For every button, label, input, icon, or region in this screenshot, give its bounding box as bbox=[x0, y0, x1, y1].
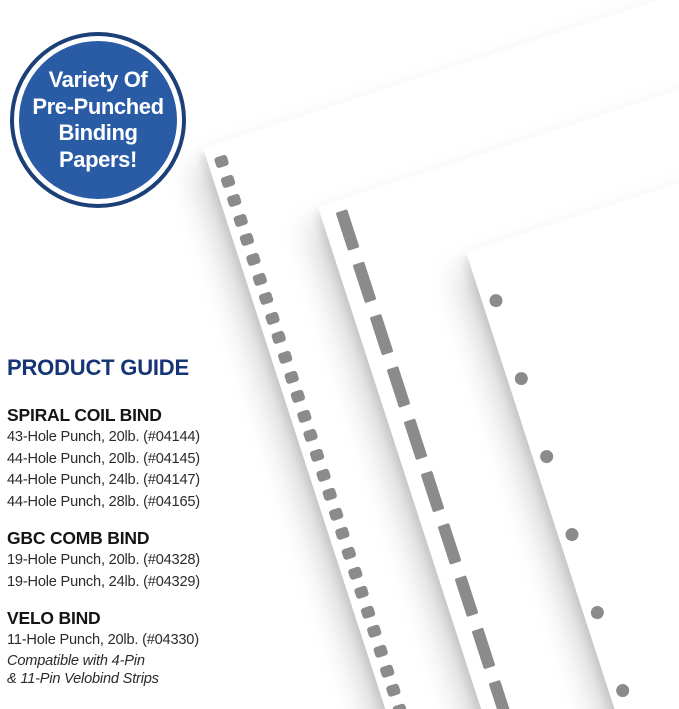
spiral-coil-punch-hole bbox=[252, 272, 268, 286]
section-items bbox=[7, 550, 237, 593]
guide-section-velo-bind bbox=[7, 608, 237, 689]
spiral-coil-punch-hole bbox=[316, 468, 332, 482]
spiral-coil-punch-hole bbox=[341, 546, 357, 560]
spiral-coil-punch-hole bbox=[360, 605, 376, 619]
spiral-coil-punch-hole bbox=[309, 448, 325, 462]
comb-punch-hole bbox=[421, 471, 445, 513]
guide-section-gbc-comb-bind bbox=[7, 528, 237, 593]
spiral-coil-punch-hole bbox=[328, 507, 344, 521]
section-notes bbox=[7, 652, 237, 689]
badge-line-3: Binding bbox=[58, 120, 138, 145]
comb-punch-hole bbox=[455, 575, 479, 617]
section-heading: VELO BIND bbox=[7, 608, 101, 628]
item-line: 19-Hole Punch, 24lb. (#04329) bbox=[7, 573, 200, 590]
spiral-coil-punch-hole bbox=[246, 252, 262, 266]
comb-punch-hole bbox=[438, 523, 462, 565]
item-line: 43-Hole Punch, 20lb. (#04144) bbox=[7, 429, 200, 445]
note-line: & 11-Pin Velobind Strips bbox=[7, 671, 159, 687]
spiral-coil-punch-hole bbox=[366, 624, 382, 638]
spiral-coil-punch-hole bbox=[303, 428, 319, 442]
spiral-coil-punch-hole bbox=[386, 683, 402, 697]
spiral-coil-punch-hole bbox=[354, 585, 370, 599]
comb-punch-hole bbox=[404, 418, 428, 460]
spiral-coil-punch-hole bbox=[373, 644, 389, 658]
item-line: 44-Hole Punch, 24lb. (#04147) bbox=[7, 472, 200, 488]
badge-line-2: Pre-Punched bbox=[32, 93, 164, 119]
velo-punch-hole bbox=[488, 292, 504, 308]
spiral-coil-punch-hole bbox=[322, 487, 338, 501]
comb-punch-hole bbox=[353, 261, 377, 303]
spiral-coil-punch-hole bbox=[335, 526, 351, 540]
guide-section-spiral-coil-bind bbox=[7, 405, 237, 513]
comb-punch-hole bbox=[387, 366, 411, 408]
spiral-coil-punch-hole bbox=[233, 213, 249, 227]
section-items bbox=[7, 427, 237, 513]
badge-line-4: Papers! bbox=[59, 146, 137, 172]
velo-punch-hole bbox=[538, 448, 554, 464]
velo-punch-hole bbox=[564, 526, 580, 542]
badge-line-1: Variety Of bbox=[48, 67, 148, 92]
comb-punch-hole bbox=[336, 209, 360, 251]
note-line: Compatible with 4-Pin bbox=[7, 652, 145, 669]
item-line: 44-Hole Punch, 28lb. (#04165) bbox=[7, 493, 200, 510]
velo-punch-hole bbox=[513, 370, 529, 386]
velo-punch-hole bbox=[614, 682, 630, 698]
item-line: 19-Hole Punch, 20lb. (#04328) bbox=[7, 552, 200, 568]
section-items bbox=[7, 630, 237, 689]
comb-punch-hole bbox=[370, 314, 394, 356]
product-guide bbox=[7, 354, 237, 704]
comb-punch-hole bbox=[472, 628, 496, 670]
product-guide-sections bbox=[7, 405, 237, 689]
spiral-coil-punch-hole bbox=[347, 566, 363, 580]
spiral-coil-punch-hole bbox=[214, 154, 230, 168]
spiral-coil-punch-hole bbox=[220, 174, 236, 188]
spiral-coil-punch-hole bbox=[226, 193, 242, 207]
velo-punch-hole bbox=[589, 604, 605, 620]
spiral-coil-punch-hole bbox=[284, 370, 300, 384]
spiral-coil-punch-hole bbox=[239, 233, 255, 247]
spiral-coil-punch-hole bbox=[271, 331, 287, 345]
variety-badge bbox=[14, 36, 182, 204]
item-line: 44-Hole Punch, 20lb. (#04145) bbox=[7, 450, 200, 467]
item-line: 11-Hole Punch, 20lb. (#04330) bbox=[7, 632, 199, 648]
product-guide-title: PRODUCT GUIDE bbox=[7, 355, 189, 380]
badge-text bbox=[32, 67, 163, 173]
spiral-coil-punch-hole bbox=[392, 703, 408, 709]
spiral-coil-punch-hole bbox=[265, 311, 281, 325]
spiral-coil-punch-hole bbox=[290, 389, 306, 403]
spiral-coil-punch-hole bbox=[277, 350, 293, 364]
section-heading: SPIRAL COIL BIND bbox=[7, 405, 162, 425]
section-heading: GBC COMB BIND bbox=[7, 528, 150, 548]
spiral-coil-punch-hole bbox=[379, 664, 395, 678]
spiral-coil-punch-hole bbox=[258, 291, 274, 305]
spiral-coil-punch-hole bbox=[296, 409, 312, 423]
comb-punch-hole bbox=[489, 680, 513, 709]
